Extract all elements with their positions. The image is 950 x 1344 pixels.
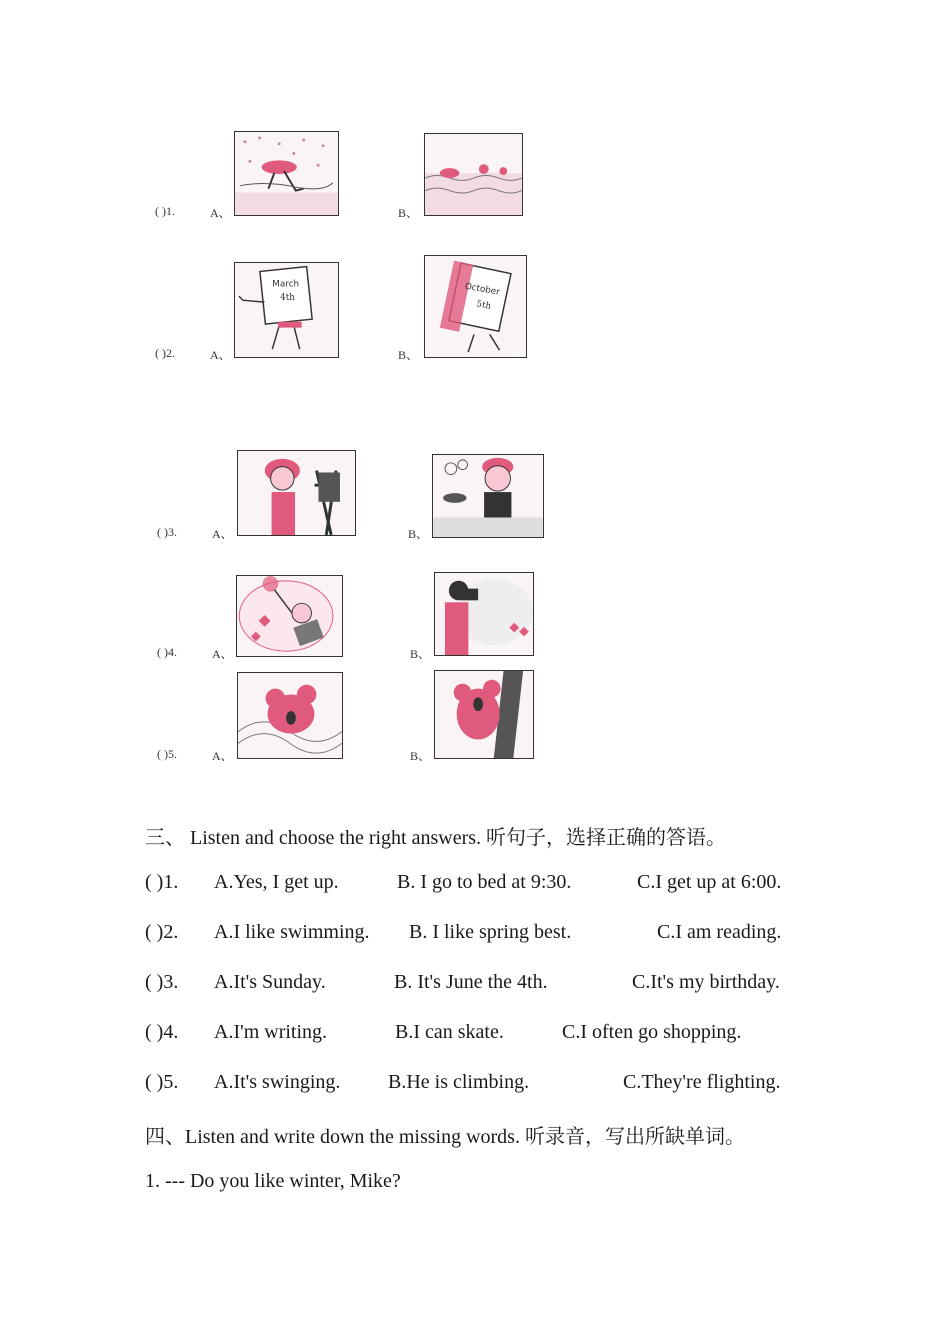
item-1-picture-a[interactable] xyxy=(234,131,339,216)
q4-number[interactable]: ( )4. xyxy=(145,1021,179,1043)
item-3-picture-b[interactable] xyxy=(432,454,544,538)
part4-question-1: 1. --- Do you like winter, Mike? xyxy=(145,1170,401,1192)
running-in-rain-illustration xyxy=(235,132,338,215)
item-5-number: ( )5. xyxy=(157,747,177,761)
part4-heading: 四、Listen and write down the missing words. 听录音，写出所缺单词。 xyxy=(145,1126,745,1148)
q1-option-b: B. I go to bed at 9:30. xyxy=(397,871,572,893)
q5-number[interactable]: ( )5. xyxy=(145,1071,179,1093)
girl-cooking-illustration xyxy=(433,455,543,537)
part3-heading: 三、 Listen and choose the right answers. 听句子，选择正确的答语。 xyxy=(145,827,727,849)
item-1-number: ( )1. xyxy=(155,204,175,218)
item-4-option-b-label: B、 xyxy=(410,647,431,661)
calendar-b-day: 5th xyxy=(475,299,492,312)
koala-climbing-illustration xyxy=(435,671,533,758)
girl-taking-photos-illustration xyxy=(435,573,533,655)
item-1-option-b-label: B、 xyxy=(398,206,419,220)
q1-option-a: A.Yes, I get up. xyxy=(214,871,339,893)
q2-option-c: C.I am reading. xyxy=(657,921,782,943)
koala-swimming-illustration xyxy=(238,673,342,758)
q3-option-c: C.It's my birthday. xyxy=(632,971,780,993)
girl-painting-illustration xyxy=(238,451,355,535)
item-3-option-b-label: B、 xyxy=(408,527,429,541)
item-3-picture-a[interactable] xyxy=(237,450,356,536)
item-4-number: ( )4. xyxy=(157,645,177,659)
item-5-picture-b[interactable] xyxy=(434,670,534,759)
q5-option-b: B.He is climbing. xyxy=(388,1071,530,1093)
q3-option-a: A.It's Sunday. xyxy=(214,971,326,993)
calendar-october-illustration xyxy=(425,256,526,357)
boy-catching-butterflies-illustration xyxy=(237,576,342,656)
q5-option-a: A.It's swinging. xyxy=(214,1071,341,1093)
q3-number[interactable]: ( )3. xyxy=(145,971,179,993)
q4-option-c: C.I often go shopping. xyxy=(562,1021,742,1043)
item-1-picture-b[interactable] xyxy=(424,133,523,216)
q3-option-b: B. It's June the 4th. xyxy=(394,971,548,993)
item-4-picture-a[interactable] xyxy=(236,575,343,657)
item-3-option-a-label: A、 xyxy=(212,527,233,541)
swimming-illustration xyxy=(425,134,522,215)
q2-option-b: B. I like spring best. xyxy=(409,921,572,943)
calendar-b-month: October xyxy=(463,281,501,298)
item-1-option-a-label: A、 xyxy=(210,206,231,220)
q1-option-c: C.I get up at 6:00. xyxy=(637,871,782,893)
calendar-a-day: 4th xyxy=(280,293,295,304)
q2-option-a: A.I like swimming. xyxy=(214,921,370,943)
item-2-picture-a[interactable] xyxy=(234,262,339,358)
q4-option-b: B.I can skate. xyxy=(395,1021,504,1043)
calendar-a-month: March xyxy=(272,279,300,290)
item-5-picture-a[interactable] xyxy=(237,672,343,759)
calendar-march-illustration xyxy=(235,263,338,357)
item-5-option-a-label: A、 xyxy=(212,749,233,763)
q2-number[interactable]: ( )2. xyxy=(145,921,179,943)
item-2-option-a-label: A、 xyxy=(210,348,231,362)
item-4-option-a-label: A、 xyxy=(212,647,233,661)
item-3-number: ( )3. xyxy=(157,525,177,539)
item-2-option-b-label: B、 xyxy=(398,348,419,362)
q1-number[interactable]: ( )1. xyxy=(145,871,179,893)
item-5-option-b-label: B、 xyxy=(410,749,431,763)
item-2-number: ( )2. xyxy=(155,346,175,360)
q4-option-a: A.I'm writing. xyxy=(214,1021,328,1043)
q5-option-c: C.They're flighting. xyxy=(623,1071,781,1093)
item-4-picture-b[interactable] xyxy=(434,572,534,656)
item-2-picture-b[interactable] xyxy=(424,255,527,358)
